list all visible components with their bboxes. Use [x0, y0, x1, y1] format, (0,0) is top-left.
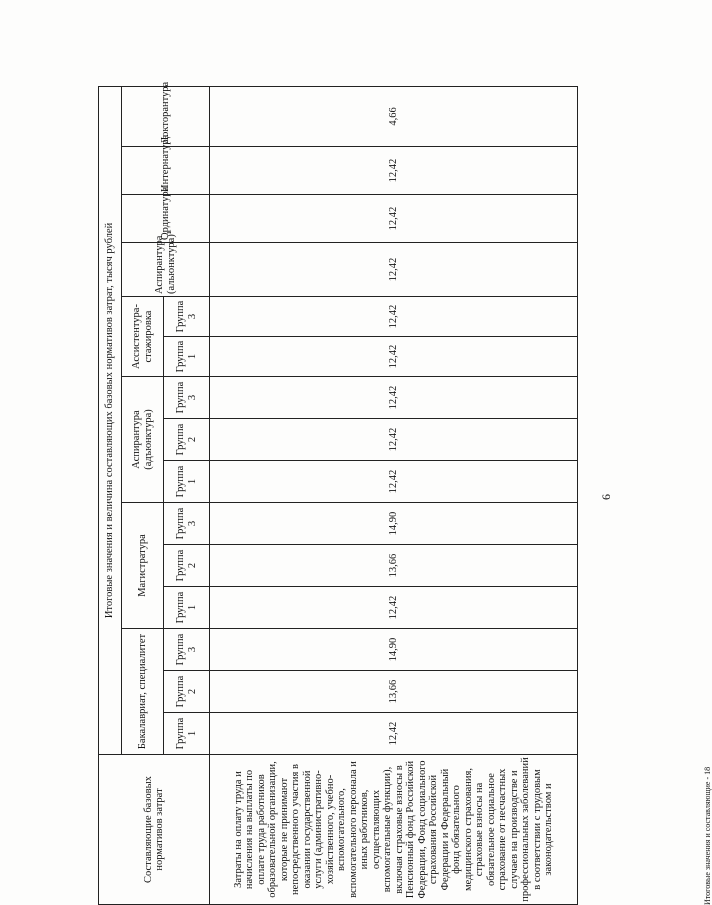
sub-header: Группа 3 [164, 629, 210, 671]
sub-header: Группа 1 [164, 461, 210, 503]
sub-header: Группа 1 [164, 713, 210, 755]
sub-header: Группа 3 [164, 377, 210, 419]
sub-header: Группа 2 [164, 671, 210, 713]
row-label: Затраты на оплату труда и начисления на выплаты по оплате труда работников образовательной организации, которые не принимают непосредственного участия в оказании государственной услуги (административно-хозяйственного, учебно-вспомогательного, вспомогательного персонала и иных работников, осуществляющих вспомогательные функции), включая страховые взносы в Пенсионный фонд Российской Федерации, Фонд социального страхования Российской Федерации и Федеральный фонд обязательного медицинского страхования, страховые взносы на обязательное социальное страхование от несчастных случаев на производстве и профессиональных заболеваний в соответствии с трудовым законодательством и [210, 755, 578, 905]
cell-value: 12,42 [210, 297, 578, 337]
sub-header: Группа 3 [164, 297, 210, 337]
cell-value: 12,42 [210, 337, 578, 377]
cell-value: 12,42 [210, 713, 578, 755]
cell-value: 14,90 [210, 503, 578, 545]
sub-header: Группа 1 [164, 337, 210, 377]
cell-value: 12,42 [210, 243, 578, 297]
group-bachelor: Бакалавриат, специалитет [122, 629, 164, 755]
cell-value: 13,66 [210, 671, 578, 713]
group-postgrad-adj: Аспирантура (альюнктура)¹ [122, 243, 210, 297]
cell-value: 12,42 [210, 195, 578, 243]
group-assistantship: Ассистентура-стажировка [122, 297, 164, 377]
group-residency: Ординатура [122, 195, 210, 243]
cell-value: 14,90 [210, 629, 578, 671]
group-postgrad: Аспирантура (адъюнктура) [122, 377, 164, 503]
cell-value: 12,42 [210, 419, 578, 461]
main-header: Итоговые значения и величина составляющих базовых нормативов затрат, тысяч рублей [99, 86, 122, 754]
sub-header: Группа 2 [164, 419, 210, 461]
cell-value: 12,42 [210, 377, 578, 419]
cell-value: 13,66 [210, 545, 578, 587]
page-footnote: Итоговые значения и составляющие - 18 [703, 766, 712, 905]
rotated-page [98, 81, 712, 905]
cell-value: 12,42 [210, 147, 578, 195]
sub-header: Группа 3 [164, 503, 210, 545]
group-master: Магистратура [122, 503, 164, 629]
sub-header: Группа 2 [164, 545, 210, 587]
group-internship: Интернатура [122, 147, 210, 195]
cell-value: 12,42 [210, 587, 578, 629]
component-header: Составляющие базовых нормативов затрат [99, 755, 210, 905]
page-number: 6 [599, 494, 613, 500]
group-doctorate: Докторантура [122, 86, 210, 146]
sub-header: Группа 1 [164, 587, 210, 629]
cell-value: 4,66 [210, 86, 578, 146]
norms-table [98, 81, 578, 905]
cell-value: 12,42 [210, 461, 578, 503]
